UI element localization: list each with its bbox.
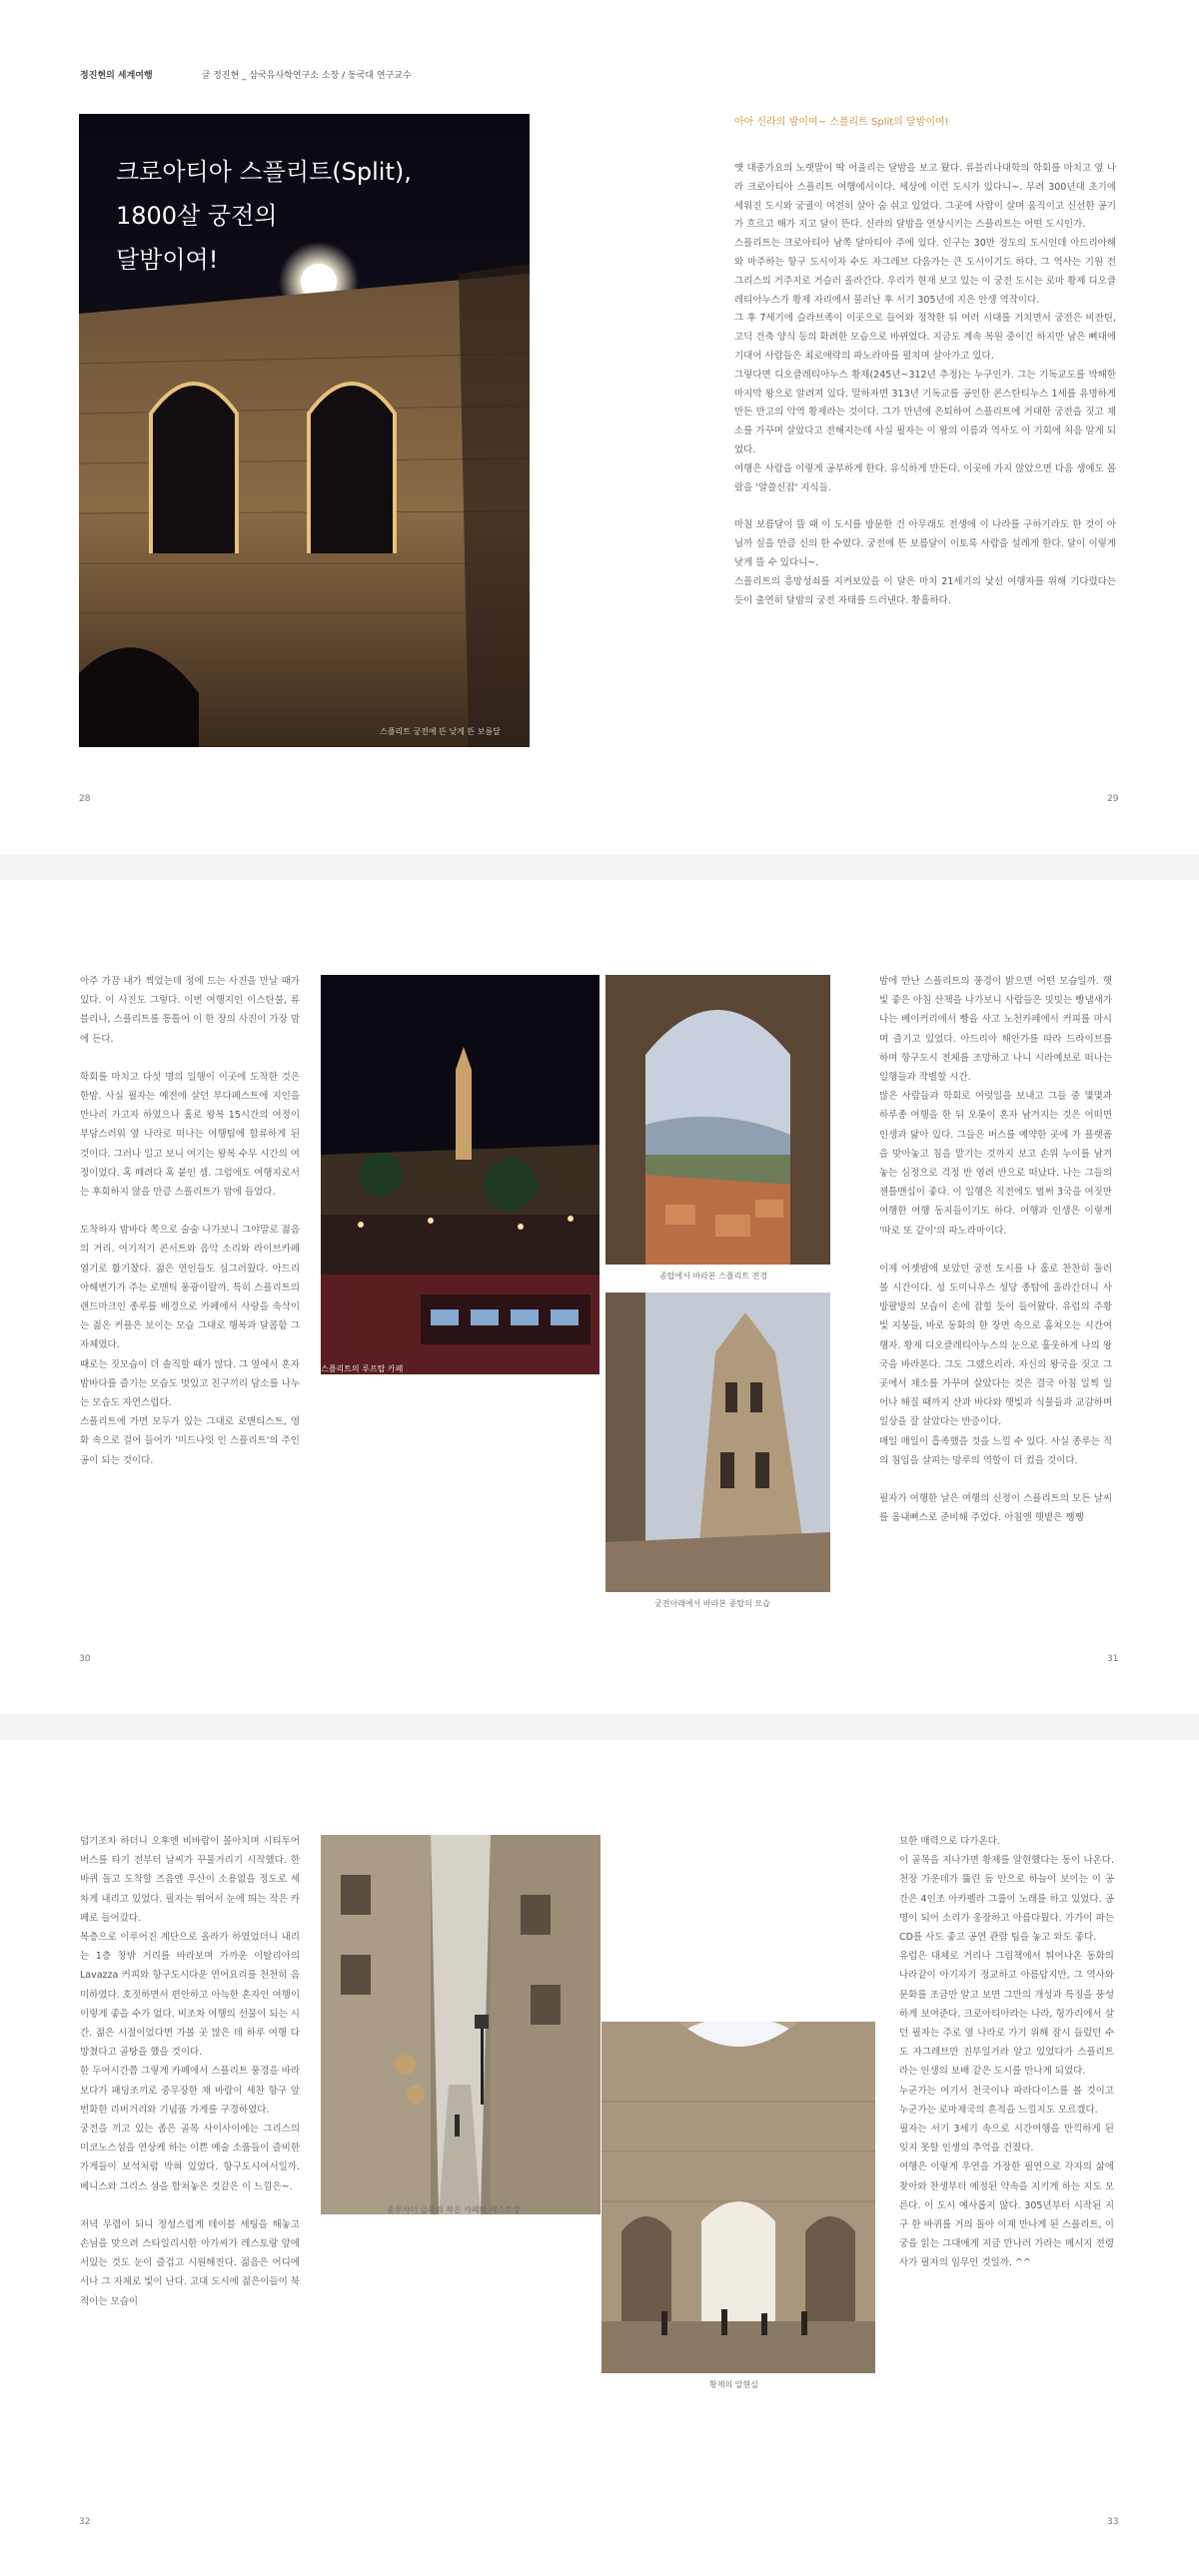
paragraph: 밤에 만난 스플리트의 풍경이 밝으면 어떤 모습일까. 햇빛 좋은 아침 산책을 나가보니 사람들은 밋밋는 빵냄새가 나는 베이커리에서 빵을 사고 노천카페에서 커피를 마시며 즐기고 있었다. 아드리아 해안가를 따라 드라이브를 하며 항구도시 전체를 조망하고 나니 시라예보로 떠나는 일행들과 작별할 시간. <box>879 976 1112 1084</box>
paragraph: 그렇다면 디오클레티아누스 황제(245년~312년 추정)는 누구인가. 그는 기독교도를 박해한 마지막 왕으로 알려져 있다. 말하자면 313년 기독교를 공인한 콘스탄티누스 1세를 유명하게 만든 만고의 악역 황제라는 것이다. 그가 만년에 은퇴하여 스플리트에 거대한 궁전을 짓고 채소를 가꾸며 살았다고 전해지는데 사실 필자는 이 왕의 이름과 역사도 이 기회에 처음 알게 되었다. <box>734 369 1116 455</box>
paragraph: 스플리트에 가면 모두가 있는 그대로 로맨티스트, 영화 속으로 걸어 들어가 '미드나잇 인 스플리트'의 주인공이 되는 것이다. <box>80 1416 300 1466</box>
paragraph: 학회를 마치고 다섯 명의 일행이 이곳에 도착한 것은 한밤. 사실 필자는 예전에 살던 부다페스트에 지인을 만나러 가고자 하였으나 홀로 왕복 15시간의 여정이 부담스러워 옆 나라로 떠나는 여행팀에 합류하게 된 것이다. 그러나 일고 보니 여기는 왕복 수무 시간의 여정이었다. 혹 떼려다 혹 붙인 셈. 그럼에도 여행지로서는 후회하지 않을 만큼 스플리트가 맘에 들었다. <box>80 1071 300 1199</box>
article-title <box>116 150 456 282</box>
page-number: 30 <box>79 1654 91 1664</box>
body-column <box>734 160 1116 610</box>
paragraph: 덥기조차 하더니 오후엔 비바람이 몰아치며 시티투어버스를 타기 전부터 날씨가 꾸물거리기 시작했다. 한 바퀴 돌고 도착할 즈음엔 우산이 소용없을 정도로 세차게 내리고 있었다. 필자는 뛰어서 눈에 띄는 작은 카페로 들어갔다. <box>80 1836 300 1924</box>
paragraph: 여행은 이렇게 우연을 가장한 필연으로 각자의 삶에 찾아와 찬생부터 예정된 약속을 지키게 하는 지도 모른다. 이 도시 예사롭지 않다. 305년부터 시작된 지구 한 바퀴를 거의 돌아 이제 만나게 된 스플리트, 이 궁을 읽는 그대에게 지금 만나러 가라는 메시지 전령사가 필자의 임무인 것일까. ^^ <box>899 2161 1114 2269</box>
paragraph: 유럽은 대체로 거리나 그림책에서 튀어나온 동화의 나라같이 아기자기 정교하고 아름답지만, 그 역사와 문화를 조금만 알고 보면 그만의 개성과 특징을 풍성하게 보여준다. 크로아티아라는 나라, 헝가리에서 살던 필자는 주로 옆 나라로 가기 위해 잠시 들렀던 수도 자그레브만 진부일거라 알고 있었다가 스플리트라는 인생의 보배 같은 도시를 만나게 되었다. <box>899 1951 1114 2078</box>
paragraph: 스플리트의 흥망성쇠를 지켜보았을 이 달은 마치 21세기의 낯선 여행자를 위해 기다렸다는 듯이 출연히 달밤의 궁전 자태를 드러낸다. 황홀하다. <box>734 575 1116 606</box>
paragraph: 이제 어젯밤에 보았던 궁전 도시를 나 홀로 찬찬히 둘러 볼 시간이다. 성 도미니우스 성당 종탑에 올라간더니 사방팔방의 모습이 손에 잡힐 듯이 들어왔다. 유럽의 주황빛 지붕들, 바로 동화의 한 장면 속으로 훔쳐오는 시간여행자. 황제 디오클레티아누스의 눈으로 훌웃하게 나의 왕국을 바라본다. 그도 그랬으리라. 자신의 왕국을 짓고 그곳에서 채소를 가꾸며 살았다는 것은 결국 아침 일찍 일어나 해질 때까지 산과 바다와 햇빛과 식물들과 교감하며 일상을 잘 살았다는 반증이다. <box>879 1263 1112 1428</box>
page-gap <box>0 1714 1199 1740</box>
paragraph: 때로는 짓모습이 더 솔직할 때가 많다. 그 옆에서 혼자 밤바다를 즐기는 모습도 멋있고 친구끼리 담소를 나누는 모습도 자연스럽다. <box>80 1358 301 1409</box>
paragraph: 아주 가끔 내가 찍었는데 정에 드는 사진을 만날 때가 있다. 이 사진도 그렇다. 이번 여행지인 이스탄불, 류블리나, 스플리트를 통틀어 이 한 장의 사진이 가장 맘에 든다. <box>80 976 300 1045</box>
page-gap <box>0 854 1199 880</box>
page-number: 28 <box>79 794 91 804</box>
paragraph: 많은 사람들과 학회로 여럿일을 보내고 그들 중 몇몇과 하루종 여행을 한 뒤 오롯이 혼자 남겨지는 것은 어떠면 인생과 닮아 있다. 그들은 버스를 예약한 곳에 가 플랫폼을 맞아놓고 침을 맡기는 것까지 보고 손위 누이를 남겨놓는 심정으로 걱정 반 염려 반으로 떠났다. 나는 그들의 젠틀맨십이 좋다. 이 일행은 직전에도 벌써 3국을 여짓만 여행한 여행 동지들이기도 하다. 여행과 인생은 이렇게 '따로 또 같이'의 파노라마이다. <box>879 1091 1112 1237</box>
bell-tower-photo <box>605 1292 830 1592</box>
paragraph: 스플리트는 크로아티아 남쪽 달마티아 주에 있다. 인구는 30만 정도의 도시인데 아드리아해와 마주하는 항구 도시이자 수도 자그레브 다음가는 큰 도시이기도 하다. 그 역사는 기원 전 그리스의 거주지로 거슬러 올라간다. 우리가 현재 보고 있는 이 궁전 도시는 로마 황제 디오클레티아누스가 황제 자리에서 물러난 후 서기 305년에 지은 안생 역작이다. <box>734 238 1116 306</box>
paragraph: 궁전을 끼고 있는 좁은 골목 사이사이에는 그리스의 미코노스섬을 연상케 하는 이쁜 예술 소품들이 즐비한 가게들이 보석처럼 박혀 있었다. 항구도시여서일까. 베니스와 그리스 섬을 합쳐놓은 것같은 이 느낌은~. <box>80 2124 301 2192</box>
paragraph: 필자는 서기 3세기 속으로 시간여행을 만끽하게 된 잊지 못할 인생의 추억을 건졌다. <box>899 2124 1114 2154</box>
paragraph: 복층으로 이루어진 계단으로 올라가 하였었더니 내리는 1층 창밖 거리를 바라보며 가까운 이탈리아의 Lavazza 커피와 항구도시다운 연어요리를 천천히 음미하였다. 호젓하면서 편안하고 아늑한 혼자인 여행이 이렇게 좋을 수가 없다. 비조차 여행의 선물이 되는 시간. 젊은 시절이었다면 가볼 곳 많은 데 하루 여행 다 망쳤다고 골탕을 했을 것이다. <box>80 1932 301 2059</box>
photo-caption: 종루사이 골목의 작은 카페와 레스토랑 <box>387 2205 521 2214</box>
article-subhead: 아아 신라의 밤이여~ 스플리트 Split의 달밤이여! <box>734 117 949 128</box>
paragraph: 그 후 7세기에 슬라브족이 이곳으로 들어와 정착한 뒤 여러 시대를 거치면서 궁전은 비잔틴, 고딕 건축 양식 등의 화려한 모습으로 바뀌었다. 지금도 계속 복원 중이긴 하지만 남은 뼈대에 기대어 사람들은 최로애락의 파노라마를 펼치며 살아가고 있다. <box>734 313 1116 362</box>
body-column-right <box>879 972 1112 1527</box>
spread-32-33 <box>0 1740 1199 2576</box>
paragraph: 누군가는 여기서 천국이나 파라다이스를 볼 것이고 누군가는 로마제국의 흔적을 느낄지도 모르겠다. <box>899 2085 1114 2116</box>
page-number: 33 <box>1107 2517 1119 2527</box>
body-column-left <box>80 972 300 1470</box>
body-column-left <box>80 1832 300 2311</box>
alley-photo <box>321 1835 600 2214</box>
arch-view-photo <box>605 975 830 1265</box>
page-number: 32 <box>79 2517 91 2527</box>
title-line: 1800살 궁전의 <box>116 202 278 230</box>
paragraph: 여행은 사람을 이렇게 공부하게 한다. 유식하게 만든다. 이곳에 가지 않았으면 다음 생에도 몰랐을 '알쓸신잡' 지식들. <box>734 462 1116 493</box>
spread-28-29 <box>0 0 1199 854</box>
paragraph: 묘한 매력으로 다가온다. <box>899 1836 1000 1847</box>
rooftop-cafe-photo <box>321 975 600 1374</box>
photo-caption: 스플리트 궁전에 뜬 낮게 뜬 보름달 <box>380 727 501 736</box>
photo-caption: 스플리트의 루프탑 카페 <box>321 1364 404 1373</box>
page-number: 29 <box>1107 794 1119 804</box>
page-number: 31 <box>1107 1654 1119 1664</box>
title-line: 달밤이여! <box>116 246 219 274</box>
vestibule-dome-photo <box>601 2022 875 2373</box>
body-column-right <box>899 1832 1114 2273</box>
series-name: 정진현의 세계여행 <box>80 71 153 81</box>
photo-caption: 궁전아래에서 바라본 종탑의 모습 <box>654 1599 770 1608</box>
paragraph: 도착하자 밤바다 쪽으로 술술 나가보니 그야말로 젊음의 거리. 여기저기 콘서트와 음악 소리와 라이브카페 열기로 활기찼다. 젊은 연인들도 심그러웠다. 아드리아해변가가 주는 로맨틱 풍광이랄까. 특히 스플리트의 랜드마크인 종루를 배경으로 카페에서 사랑을 속삭이는 젊은 커플은 보이는 모습 그대로 행복과 달콤함 그 자체였다. <box>80 1225 301 1351</box>
photo-caption: 황제의 알현실 <box>709 2380 758 2389</box>
photo-caption: 종탑에서 바라본 스플리트 전경 <box>659 1272 768 1281</box>
byline: 글 정진현 _ 삼국유사학연구소 소장 / 동국대 연구교수 <box>201 71 412 81</box>
paragraph: 매일 매일이 흡족했을 것을 느낄 수 있다. 사실 종루는 적의 침입을 살피는 망루의 역할이 더 컸을 것이다. <box>879 1435 1112 1466</box>
paragraph: 필자가 여행한 날은 여행의 신정이 스플리트의 모든 날씨를 옴내뻐스로 준비해 주었다. 아침엔 햇볕은 쨍쨍 <box>879 1493 1112 1524</box>
paragraph: 이 골목을 지나가면 황제를 알현했다는 동이 나온다. 천장 가운데가 뚫린 돔 안으로 하늘이 보이는 이 공간은 4인조 아카펠라 그룹이 노래를 하고 있었다. 공명이 되어 소리가 웅장하고 아름다웠다. 가가이 파는 CD를 사도 좋고 공연 관람 팁을 놓고 와도 좋다. <box>899 1855 1114 1944</box>
title-line: 크로아티아 스플리트(Split), <box>116 158 412 186</box>
paragraph: 저녁 무렵이 되니 정성스럽게 테이블 세팅을 해놓고 손님을 맞으려 스타일리시한 아가씨가 레스토랑 앞에 서있는 것도 눈이 즐겁고 시원해진다. 젊음은 어디에서나 그 자체로 빛이 난다. 고대 도시에 젊은이들이 북적이는 모습이 <box>80 2218 300 2307</box>
paragraph: 마침 보름달이 뜰 때 이 도시를 방문한 건 아무래도 전생에 이 나라를 구하기라도 한 것이 아닐까 싶을 만큼 신의 한 수였다. 궁전에 뜬 보름달이 이토록 사람을 설레게 한다. 달이 이렇게 낮게 뜰 수 있다니~. <box>734 519 1116 568</box>
spread-30-31 <box>0 880 1199 1714</box>
paragraph: 한 두어시간쯤 그렇게 카페에서 스플리트 풍경을 바라보다가 패딩조끼로 중무장한 채 바람이 세찬 항구 앞 번화한 리버거리와 기념품 가게를 구경하였다. <box>80 2066 301 2116</box>
running-header <box>80 68 412 81</box>
paragraph: 옛 대중가요의 노랫말이 딱 어울리는 달밤을 보고 왔다. 류블리나대학의 학회를 마치고 옆 나라 크로아티아 스플리트 여행에서이다. 세상에 이런 도시가 있다니~. 무려 300년대 초기에 세워진 도시와 궁궐이 여전히 살아 숨 쉬고 있었다. 그곳에 사람이 살며 움직이고 신선한 공기가 흐르고 해가 지고 달이 뜬다. 신라의 달밤을 연상시키는 스플리트는 어떤 도시인가. <box>734 163 1116 231</box>
